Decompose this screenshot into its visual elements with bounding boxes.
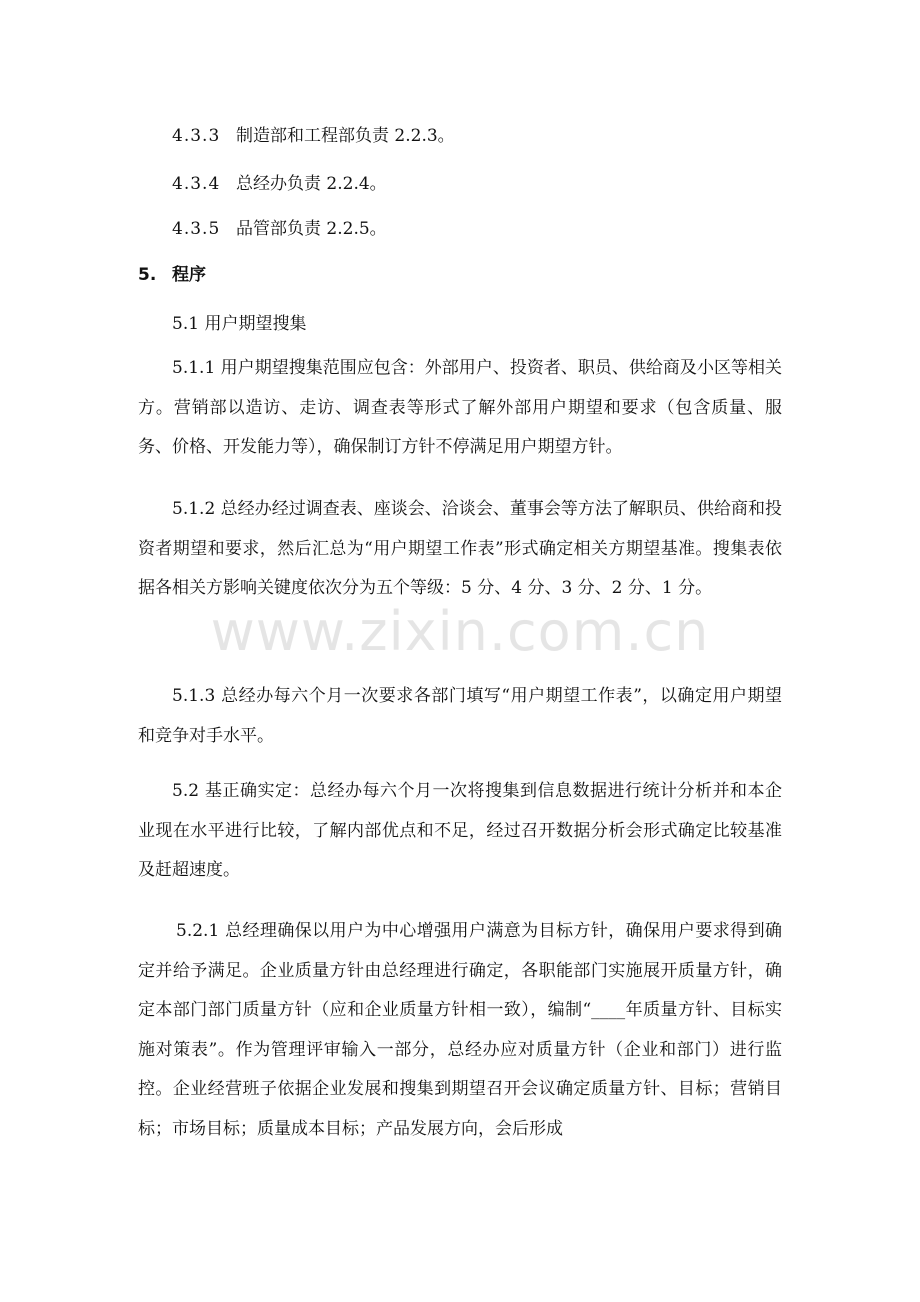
paragraph: 5.2 基正确实定：总经办每六个月一次将搜集到信息数据进行统计分析并和本企业现在水平进行比较，了解内部优点和不足，经过召开数据分析会形式确定比较基准及赶超速度。 — [138, 781, 782, 880]
section-number: 5. — [138, 265, 157, 285]
list-item-text: 总经办负责 2.2.4。 — [236, 174, 387, 194]
list-item-number: 4.3.4 — [172, 174, 221, 194]
section-title: 程序 — [172, 265, 206, 285]
list-item-number: 4.3.5 — [172, 219, 221, 239]
section-heading — [138, 265, 206, 285]
paragraph: 5.2.1 总经理确保以用户为中心增强用户满意为目标方针，确保用户要求得到确定并给予满足。企业质量方针由总经理进行确定，各职能部门实施展开质量方针，确定本部门部门质量方针（应和企业质量方针相一致），编制“____年质量方针、目标实施对策表”。作为管理评审输入一部分，总经办应对质量方针（企业和部门）进行监控。企业经营班子依据企业发展和搜集到期望召开会议确定质量方针、目标；营销目标；市场目标；质量成本目标；产品发展方向，会后形成 — [138, 921, 782, 1139]
paragraph: 5.1.2 总经办经过调查表、座谈会、洽谈会、董事会等方法了解职员、供给商和投资者期望和要求，然后汇总为“用户期望工作表”形式确定相关方期望基准。搜集表依据各相关方影响关键度依次分为五个等级：5 分、4 分、3 分、2 分、1 分。 — [138, 499, 782, 598]
subsection-title: 5.1 用户期望搜集 — [172, 314, 307, 334]
list-item — [172, 174, 387, 194]
list-item — [172, 219, 387, 239]
list-item-text: 制造部和工程部负责 2.2.3。 — [236, 126, 455, 146]
paragraph: 5.1.1 用户期望搜集范围应包含：外部用户、投资者、职员、供给商及小区等相关方。营销部以造访、走访、调查表等形式了解外部用户期望和要求（包含质量、服务、价格、开发能力等），确保制订方针不停满足用户期望方针。 — [138, 358, 782, 457]
list-item-text: 品管部负责 2.2.5。 — [236, 219, 387, 239]
list-item-number: 4.3.3 — [172, 126, 221, 146]
list-item — [172, 126, 455, 146]
watermark: www.zixin.com.cn — [210, 600, 710, 663]
paragraph: 5.1.3 总经办每六个月一次要求各部门填写“用户期望工作表”，以确定用户期望和竞争对手水平。 — [138, 686, 782, 746]
